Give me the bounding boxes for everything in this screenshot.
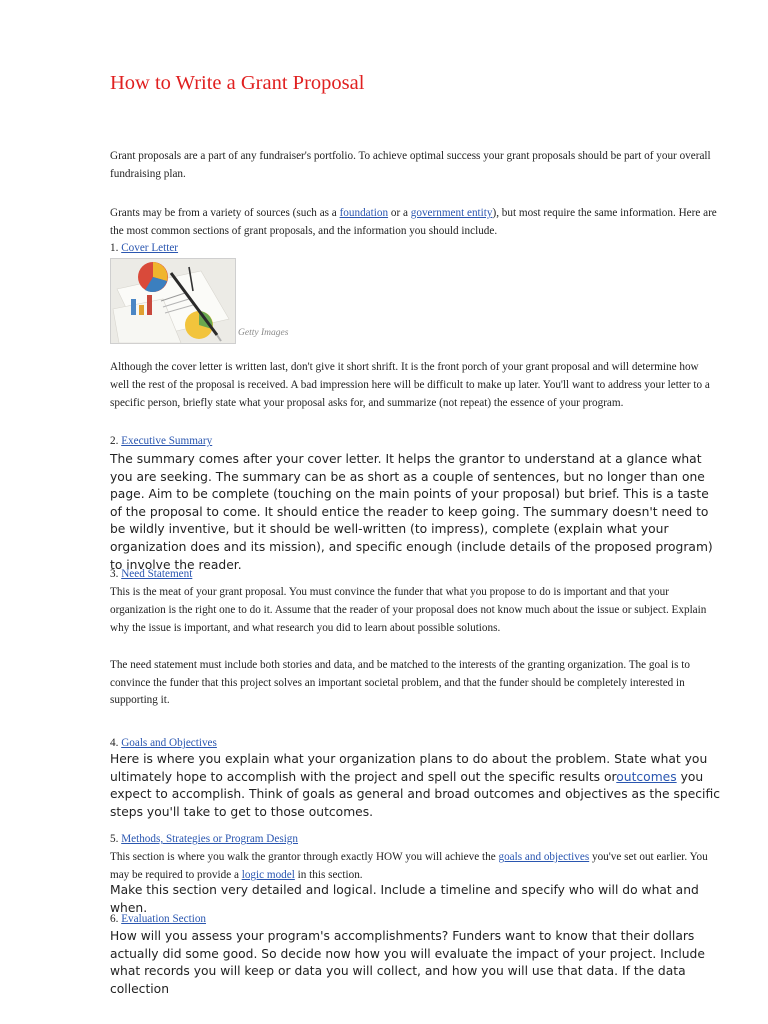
section-5-text-before: This section is where you walk the grantor through exactly HOW you will achieve the [110, 851, 499, 863]
goals-objectives-link[interactable]: Goals and Objectives [121, 737, 217, 749]
evaluation-section-link[interactable]: Evaluation Section [121, 913, 207, 925]
goals-and-objectives-link[interactable]: goals and objectives [498, 851, 590, 863]
executive-summary-link[interactable]: Executive Summary [121, 435, 213, 447]
section-5-body [110, 848, 720, 884]
section-4-heading [110, 735, 720, 753]
government-entity-link[interactable]: government entity [410, 207, 493, 219]
section-4-text-before: Here is where you explain what your organization plans to do about the problem. State what you ultimately hope to accomplish with the project and spell out the specific results or [110, 752, 708, 784]
section-1-heading [110, 240, 720, 258]
section-3-body-2: The need statement must include both stories and data, and be matched to the interests of the granting organization. The goal is to convince the funder that this project solves an important societal problem, and that the funder should be completely interested in supporting it. [110, 659, 690, 706]
section-3-body: This is the meat of your grant proposal. You must convince the funder that what you propose to do is important and that your organization is the right one to do it. Assume that the reader of your proposal does not know much about the issue or subject. Explain why the issue is important, and what research you did to learn about possible solutions. [110, 586, 707, 634]
methods-link[interactable]: Methods, Strategies or Program Design [121, 833, 298, 845]
section-2-number: 2. [110, 435, 122, 447]
grants-text-mid: or a [388, 207, 411, 219]
need-statement-link[interactable]: Need Statement [121, 568, 193, 580]
intro-paragraph: Grant proposals are a part of any fundraiser's portfolio. To achieve optimal success your grant proposals should be part of your overall fundraising plan. [110, 150, 711, 180]
section-2-heading [110, 433, 720, 451]
cover-letter-image [110, 258, 236, 344]
grants-text-before: Grants may be from a variety of sources (such as a [110, 207, 340, 219]
section-1-body: Although the cover letter is written last, don't give it short shrift. It is the front porch of your grant proposal and will determine how well the rest of the proposal is received. A bad impression here will be difficult to make up later. You'll want to address your letter to a specific person, briefly state what your proposal asks for, and summarize (not repeat) the essence of your program. [110, 361, 710, 409]
grants-text-after: ), but most require the same information. Here are the most common sections of grant proposals, and the information you should include. [110, 207, 717, 237]
page-title: How to Write a Grant Proposal [110, 72, 365, 94]
grants-paragraph [110, 205, 720, 240]
section-6-heading [110, 911, 720, 929]
section-4-number: 4. [110, 737, 122, 749]
section-1-number: 1. [110, 242, 122, 254]
section-3-number: 3. [110, 568, 122, 580]
image-credit: Getty Images [238, 328, 289, 338]
section-4-text-after: you expect to accomplish. Think of goals as general and broad outcomes and objectives as the specific steps you'll take to get to those outcomes. [110, 769, 720, 819]
section-6-number: 6. [110, 913, 122, 925]
section-4-body [110, 751, 724, 821]
section-5-text-mid: you've set out earlier. You may be required to provide a [110, 851, 708, 881]
chart-papers-photo [111, 259, 235, 343]
section-2-body: The summary comes after your cover letter. It helps the grantor to understand at a glance what you are seeking. The summary can be as short as a couple of sentences, but no longer than one page. Aim to be complete (touching on the main points of your proposal) but brief. This is a taste of the proposal to come. It should entice the reader to keep going. The summary doesn't need to be wildly inventive, but it should be well-written (to impress), complete (explain what your organization does and its mission), and specific enough (include details of the proposed program) to involve the reader. [110, 452, 713, 572]
section-3-heading [110, 566, 720, 584]
outcomes-link[interactable]: outcomes [616, 769, 677, 784]
section-5-heading [110, 831, 720, 849]
logic-model-link[interactable]: logic model [241, 869, 295, 881]
section-5-body-2: Make this section very detailed and logical. Include a timeline and specify who will do what and when. [110, 883, 699, 915]
section-5-text-after: in this section. [294, 869, 363, 881]
cover-letter-link[interactable]: Cover Letter [121, 242, 179, 254]
foundation-link[interactable]: foundation [339, 207, 389, 219]
section-5-number: 5. [110, 833, 122, 845]
section-6-body: How will you assess your program's accomplishments? Funders want to know that their dollars actually did some good. So decide now how you will evaluate the impact of your project. Include what records you will keep or data you will collect, and how you will use that data. If the data collection [110, 929, 705, 996]
